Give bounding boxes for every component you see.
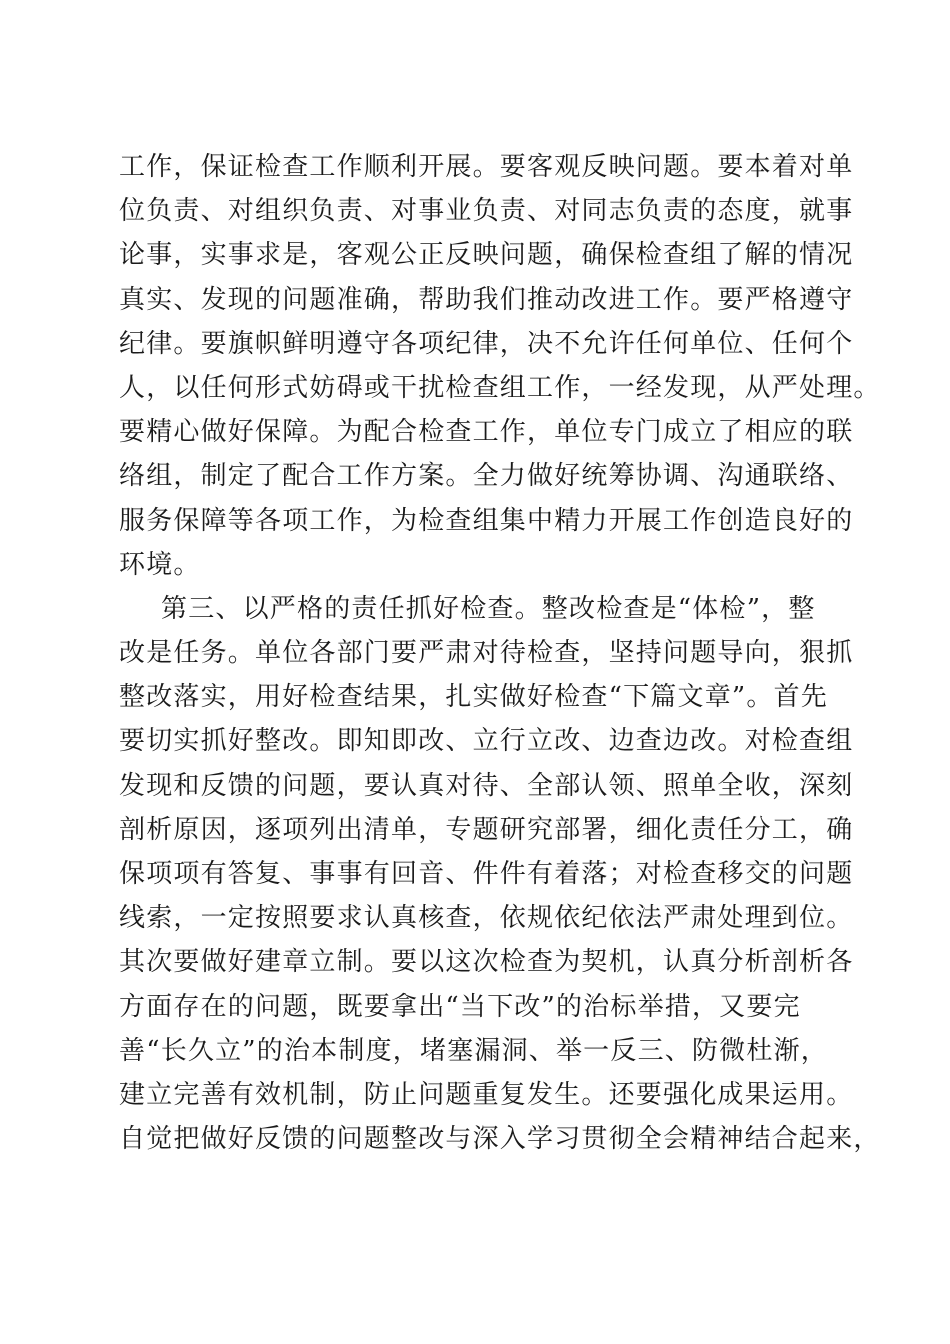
- text-line: 要精心做好保障。为配合检查工作，单位专门成立了相应的联: [119, 417, 854, 448]
- text-line: 论事，实事求是，客观公正反映问题，确保检查组了解的情况: [119, 240, 854, 271]
- text-line: 发现和反馈的问题，要认真对待、全部认领、照单全收，深刻: [119, 770, 854, 801]
- text-line: 要切实抓好整改。即知即改、立行立改、边查边改。对检查组: [119, 726, 854, 757]
- text-line: 剖析原因，逐项列出清单，专题研究部署，细化责任分工，确: [119, 814, 854, 845]
- text-line: 建立完善有效机制，防止问题重复发生。还要强化成果运用。: [119, 1079, 854, 1110]
- text-line: 真实、发现的问题准确，帮助我们推动改进工作。要严格遵守: [119, 284, 854, 315]
- text-line: 自觉把做好反馈的问题整改与深入学习贯彻全会精神结合起来，: [119, 1124, 881, 1155]
- text-line: 络组，制定了配合工作方案。全力做好统筹协调、沟通联络、: [119, 461, 854, 492]
- body-text: [119, 145, 881, 1161]
- text-line: 人，以任何形式妨碍或干扰检查组工作，一经发现，从严处理。: [119, 372, 881, 403]
- paragraph-start-line: 第三、以严格的责任抓好检查。整改检查是“体检”，整: [161, 593, 816, 624]
- text-line: 位负责、对组织负责、对事业负责、对同志负责的态度，就事: [119, 196, 854, 227]
- text-line: 服务保障等各项工作，为检查组集中精力开展工作创造良好的: [119, 505, 854, 536]
- text-line: 环境。: [119, 549, 201, 580]
- text-line: 工作，保证检查工作顺利开展。要客观反映问题。要本着对单: [119, 152, 854, 182]
- text-line: 保项项有答复、事事有回音、件件有着落；对检查移交的问题: [119, 859, 854, 889]
- text-line: 其次要做好建章立制。要以这次检查为契机，认真分析剖析各: [119, 947, 854, 978]
- text-line: 善“长久立”的治本制度，堵塞漏洞、举一反三、防微杜渐，: [119, 1035, 828, 1066]
- text-line: 线索，一定按照要求认真核查，依规依纪依法严肃处理到位。: [119, 903, 854, 934]
- text-line: 纪律。要旗帜鲜明遵守各项纪律，决不允许任何单位、任何个: [119, 328, 854, 359]
- text-line: 方面存在的问题，既要拿出“当下改”的治标举措，又要完: [119, 991, 801, 1022]
- text-line: 改是任务。单位各部门要严肃对待检查，坚持问题导向，狠抓: [119, 638, 854, 669]
- text-line: 整改落实，用好检查结果，扎实做好检查“下篇文章”。首先: [119, 682, 828, 713]
